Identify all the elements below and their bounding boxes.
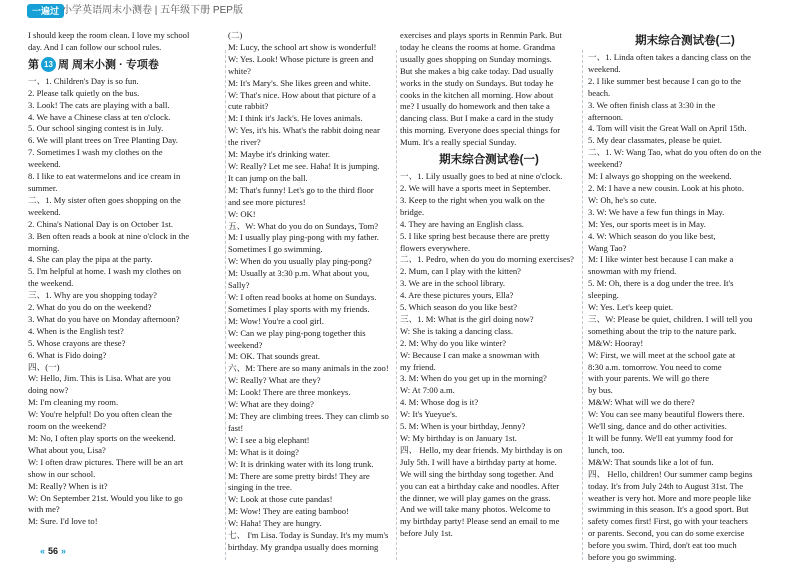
- text-line: 5. I like spring best because there are pretty: [400, 230, 550, 241]
- text-line: 7. Sometimes I wash my clothes on the: [28, 147, 163, 158]
- text-line: 6. We will plant trees on Tree Planting Day.: [28, 135, 178, 146]
- text-line: 5. Which season do you like best?: [400, 302, 518, 313]
- text-line: weekend.: [588, 63, 621, 74]
- text-line: W: It is drinking water with its long trunk.: [228, 458, 374, 469]
- text-line: weekend?: [588, 159, 623, 170]
- text-line: 二、1. W: Wang Tao, what do you often do on the: [588, 147, 762, 158]
- text-line: W: Hello, Jim. This is Lisa. What are you: [28, 373, 171, 384]
- text-line: 4. M: Whose dog is it?: [400, 397, 479, 408]
- text-line: W: Yes. Look! Whose picture is green and: [228, 53, 374, 64]
- text-line: day. And I can follow our school rules.: [28, 41, 162, 52]
- text-line: lunch, too.: [588, 444, 625, 455]
- text-line: weekend.: [28, 159, 61, 170]
- text-line: M: Yes, our sports meet is in May.: [588, 218, 706, 229]
- week-number-badge: 13: [41, 57, 56, 72]
- text-line: 5. Whose crayons are these?: [28, 337, 126, 348]
- text-line: W: At 7:00 a.m.: [400, 385, 455, 396]
- text-line: W: I see a big elephant!: [228, 434, 310, 445]
- text-line: 3. Ben often reads a book at nine o'clock in the: [28, 230, 190, 241]
- text-line: W: First, we will meet at the school gate at: [588, 349, 736, 360]
- text-line: W: Oh, he's so cute.: [588, 194, 657, 205]
- text-line: It will be funny. We'll eat yummy food for: [588, 433, 734, 443]
- text-line: July 5th. I will have a birthday party at home.: [400, 456, 557, 467]
- text-line: W: Can we play ping-pong together this: [228, 327, 366, 338]
- text-line: white?: [228, 65, 251, 76]
- text-line: M: Usually at 3:30 p.m. What about you,: [228, 268, 370, 279]
- text-line: M: It's Mary's. She likes green and white.: [228, 77, 371, 88]
- text-line: 4. She can play the pipa at the party.: [28, 254, 153, 265]
- text-line: the river?: [228, 137, 261, 148]
- text-line: W: You're helpful! Do you often clean the: [28, 409, 172, 420]
- text-line: W: OK!: [228, 208, 256, 219]
- text-line: M&W: Hooray!: [588, 337, 644, 348]
- text-line: Wang Tao?: [588, 242, 627, 253]
- text-line: safety comes first! First, go with your teachers: [588, 516, 748, 527]
- text-line: or parents. Second, you can do some exercise: [588, 528, 745, 539]
- text-line: 二、1. My sister often goes shopping on the: [28, 194, 181, 205]
- week-section-heading: [28, 57, 224, 73]
- text-line: And we will take many photos. Welcome to: [400, 504, 551, 515]
- text-line: 8. I like to eat watermelons and ice cream in: [28, 171, 181, 182]
- text-line: show in our school.: [28, 468, 96, 479]
- week-section-title: 周 周末小测 · 专项卷: [58, 58, 159, 71]
- text-line: W: It's Yueyue's.: [400, 409, 458, 420]
- text-line: M: They are climbing trees. They can climb so: [228, 411, 389, 421]
- text-line: M: Wow! They are eating bamboo!: [228, 506, 349, 517]
- text-line: Sometimes I go swimming.: [228, 244, 323, 255]
- text-line: 3. Keep to the right when you walk on the: [400, 194, 545, 205]
- text-line: W: You can see many beautiful flowers there.: [588, 409, 745, 420]
- text-line: me? I usually do homework and then take a: [400, 101, 550, 112]
- page-header: [0, 0, 800, 22]
- text-line: 三、1. Why are you shopping today?: [28, 290, 157, 301]
- prev-arrow-icon: «: [40, 546, 46, 556]
- column-divider: [225, 50, 226, 560]
- text-line: 六、M: There are so many animals in the zoo!: [228, 363, 389, 374]
- text-line: exercises and plays sports in Renmin Park. But: [400, 30, 562, 40]
- text-line: M: I always go shopping on the weekend.: [588, 171, 732, 182]
- text-line: W: She is taking a dancing class.: [400, 325, 514, 336]
- text-line: you can eat a birthday cake and noodles. After: [400, 480, 560, 491]
- text-line: We'll sing, dance and do other activities.: [588, 421, 727, 432]
- text-line: W: Yes, it's his. What's the rabbit doing near: [228, 125, 380, 136]
- text-line: by bus.: [588, 385, 613, 396]
- text-line: M: There are some pretty birds! They are: [228, 470, 370, 481]
- text-line: 2. China's National Day is on October 1st.: [28, 218, 173, 229]
- column-4: [588, 30, 782, 563]
- text-line: W: On September 21st. Would you like to go: [28, 492, 183, 503]
- text-line: 2. What do you do on the weekend?: [28, 302, 152, 313]
- text-line: cute rabbit?: [228, 101, 269, 112]
- text-line: M: I usually play ping-pong with my father.: [228, 232, 379, 243]
- text-line: W: I often draw pictures. There will be an art: [28, 456, 184, 467]
- text-line: with me?: [28, 504, 60, 515]
- text-line: M: Maybe it's drinking water.: [228, 149, 331, 160]
- text-line: 一、1. Lily usually goes to bed at nine o'clock.: [400, 171, 563, 182]
- text-line: 2. M: I have a new cousin. Look at his photo.: [588, 182, 744, 193]
- text-line: M: Lucy, the school art show is wonderful!: [228, 41, 377, 52]
- text-line: M: I'm cleaning my room.: [28, 397, 119, 408]
- column-divider: [582, 50, 583, 560]
- text-line: 五、W: What do you do on Sundays, Tom?: [228, 220, 379, 231]
- text-line: We will sing the birthday song together. And: [400, 468, 554, 479]
- text-line: I should keep the room clean. I love my school: [28, 30, 190, 40]
- text-line: birthday. My grandpa usually does morning: [228, 541, 379, 552]
- text-line: It can jump on the ball.: [228, 172, 308, 183]
- text-line: 5. My dear classmates, please be quiet.: [588, 135, 722, 146]
- text-line: M: No, I often play sports on the weekend.: [28, 433, 176, 443]
- text-line: (二): [228, 30, 243, 40]
- text-line: 一、1. Children's Day is so fun.: [28, 75, 139, 86]
- text-line: 七、 I'm Lisa. Today is Sunday. It's my mum's: [228, 530, 389, 541]
- text-line: 3. We often finish class at 3:30 in the: [588, 99, 716, 110]
- text-line: W: Yes. Let's keep quiet.: [588, 302, 674, 313]
- text-line: 5. Our school singing contest is in July.: [28, 123, 164, 134]
- text-line: the weekend.: [28, 278, 74, 289]
- text-line: M&W: What will we do there?: [588, 397, 695, 408]
- text-line: cooks in the kitchen all morning. How about: [400, 89, 554, 100]
- text-line: before July 1st.: [400, 528, 453, 539]
- exam-2-title: 期末综合测试卷(二): [635, 35, 735, 47]
- text-line: M: Sure. I'd love to!: [28, 516, 98, 527]
- text-line: W: Because I can make a snowman with: [400, 349, 540, 360]
- text-line: today. It's from July 24th to August 31st. The: [588, 480, 744, 491]
- text-line: the dinner, we will play games on the grass.: [400, 492, 551, 503]
- text-line: Mum. It's a really special Sunday.: [400, 137, 517, 148]
- text-line: weekend.: [28, 206, 61, 217]
- exam-1-title: 期末综合测试卷(一): [439, 154, 539, 167]
- text-line: 3. What do you have on Monday afternoon?: [28, 313, 180, 324]
- text-line: snowman with my friend.: [588, 266, 677, 277]
- text-line: before you go swimming.: [588, 552, 677, 563]
- text-line: sleeping.: [588, 290, 619, 301]
- column-1: [28, 30, 224, 538]
- book-series-title: 小学英语周末小测卷 | 五年级下册 PEP版: [62, 5, 243, 16]
- text-line: something about the trip to the nature park.: [588, 325, 737, 336]
- page-footer: [40, 546, 66, 556]
- text-line: W: Look at those cute pandas!: [228, 494, 333, 505]
- text-line: my birthday party! Please send an email to me: [400, 516, 560, 527]
- text-line: 4. W: Which season do you like best,: [588, 230, 716, 241]
- text-line: Sally?: [228, 280, 250, 291]
- text-line: 3. M: When do you get up in the morning?: [400, 373, 547, 384]
- text-line: M&W: That sounds like a lot of fun.: [588, 456, 714, 467]
- text-line: works in the study on Sundays. But today he: [400, 77, 554, 88]
- text-line: 8:30 a.m. tomorrow. You need to come: [588, 361, 722, 372]
- text-line: my friend.: [400, 361, 436, 372]
- text-line: 2. I like summer best because I can go to the: [588, 75, 741, 86]
- text-line: 4. Tom will visit the Great Wall on April 15th.: [588, 123, 747, 134]
- text-line: doing now?: [28, 385, 69, 396]
- text-line: 3. Look! The cats are playing with a ball.: [28, 99, 170, 110]
- text-line: this morning. Everyone does special things for: [400, 125, 561, 136]
- text-line: But she makes a big cake today. Dad usually: [400, 65, 554, 76]
- text-line: W: My birthday is on January 1st.: [400, 433, 517, 443]
- text-line: M: I like winter best because I can make a: [588, 254, 734, 265]
- text-line: W: Really? What are they?: [228, 375, 321, 386]
- text-line: usually goes shopping on Sunday mornings.: [400, 53, 552, 64]
- text-line: 2. Mum, can I play with the kitten?: [400, 266, 522, 277]
- text-line: room on the weekend?: [28, 421, 107, 432]
- text-line: 四、 Hello, children! Our summer camp begins: [588, 468, 753, 479]
- text-line: beach.: [588, 87, 611, 98]
- week-prefix: 第: [28, 58, 39, 71]
- column-3: [400, 30, 578, 538]
- text-line: 四、(一): [28, 361, 60, 372]
- text-line: 4. We have a Chinese class at ten o'clock.: [28, 111, 171, 122]
- text-line: W: When do you usually play ping-pong?: [228, 256, 372, 267]
- text-line: M: That's funny! Let's go to the third floor: [228, 184, 374, 195]
- page-number: 56: [48, 546, 59, 556]
- text-line: 二、1. Pedro, when do you do morning exercises?: [400, 254, 574, 265]
- text-line: today he cleans the rooms at home. Grandma: [400, 41, 556, 52]
- text-line: 4. Are these pictures yours, Ella?: [400, 290, 514, 301]
- text-line: bridge.: [400, 206, 425, 217]
- text-line: W: That's nice. How about that picture of a: [228, 89, 376, 100]
- text-line: M: Look! There are three monkeys.: [228, 387, 351, 398]
- text-line: M: I think it's Jack's. He loves animals.: [228, 113, 363, 124]
- column-2: [228, 30, 394, 552]
- text-line: W: Haha! They are hungry.: [228, 518, 322, 529]
- text-line: 6. What is Fido doing?: [28, 349, 107, 360]
- text-line: W: I often read books at home on Sundays.: [228, 291, 377, 302]
- text-line: 2. We will have a sports meet in September.: [400, 182, 551, 193]
- text-line: W: What are they doing?: [228, 399, 314, 410]
- text-line: 2. Please talk quietly on the bus.: [28, 87, 140, 98]
- text-line: Sometimes I play sports with my friends.: [228, 303, 370, 314]
- text-line: 3. We are in the school library.: [400, 278, 506, 289]
- text-line: flowers everywhere.: [400, 242, 471, 253]
- text-line: summer.: [28, 182, 58, 193]
- text-line: dancing class. But I make a card in the study: [400, 113, 554, 124]
- text-line: 2. M: Why do you like winter?: [400, 337, 507, 348]
- text-line: What about you, Lisa?: [28, 444, 106, 455]
- text-line: 5. M: Oh, there is a dog under the tree. It's: [588, 278, 734, 289]
- text-line: singing in the tree.: [228, 482, 292, 493]
- text-line: 4. When is the English test?: [28, 325, 124, 336]
- series-badge: 一遍过: [27, 4, 64, 18]
- text-line: fast!: [228, 422, 244, 433]
- text-line: M: Wow! You're a cool girl.: [228, 315, 324, 326]
- text-line: 4. They are having an English class.: [400, 218, 524, 229]
- text-line: 三、1. M: What is the girl doing now?: [400, 313, 534, 324]
- text-line: and see more pictures!: [228, 196, 306, 207]
- text-line: 5. I'm helpful at home. I wash my clothes on: [28, 266, 182, 277]
- column-divider: [396, 50, 397, 560]
- text-line: with your parents. We will go there: [588, 373, 710, 384]
- next-arrow-icon: »: [61, 546, 67, 556]
- text-line: M: Really? When is it?: [28, 480, 108, 491]
- text-line: W: Really? Let me see. Haha! It is jumping.: [228, 160, 380, 171]
- text-line: weather is very hot. More and more people like: [588, 492, 751, 503]
- text-line: M: What is it doing?: [228, 446, 299, 457]
- text-line: 3. W: We have a few fun things in May.: [588, 206, 725, 217]
- text-line: 四、 Hello, my dear friends. My birthday is on: [400, 444, 563, 455]
- text-line: morning.: [28, 242, 60, 253]
- text-line: M: OK. That sounds great.: [228, 351, 320, 362]
- text-line: 三、W: Please be quiet, children. I will tell you: [588, 313, 753, 324]
- text-line: 5. M: When is your birthday, Jenny?: [400, 421, 526, 432]
- text-line: swimming in this season. It's a good sport. But: [588, 504, 749, 515]
- text-line: afternoon.: [588, 111, 624, 122]
- text-line: weekend?: [228, 339, 263, 350]
- text-line: 一、1. Linda often takes a dancing class on the: [588, 52, 751, 62]
- text-line: before you swim. Third, don't eat too much: [588, 540, 737, 551]
